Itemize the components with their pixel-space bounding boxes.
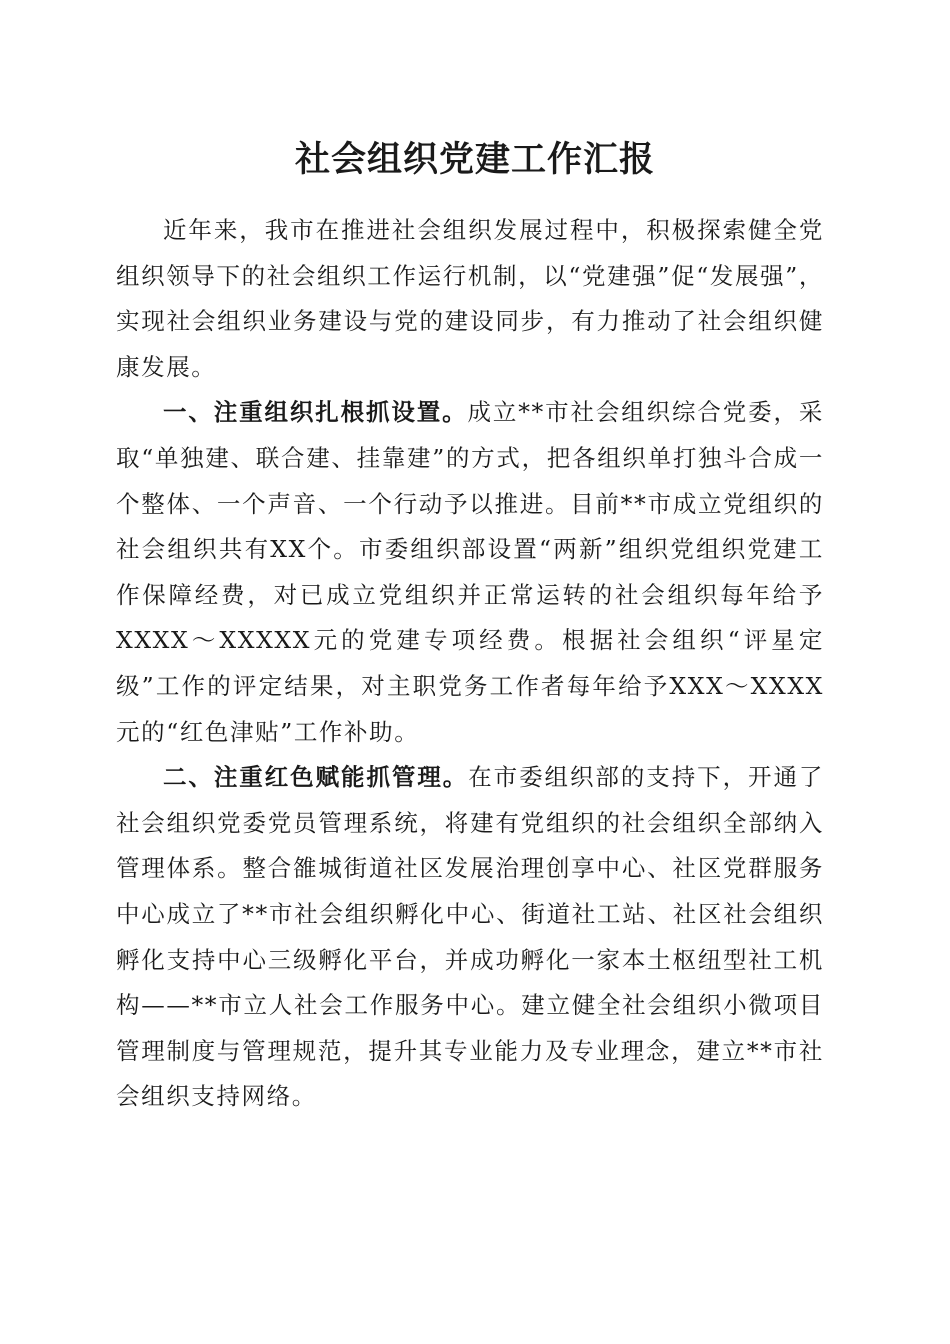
document-title: 社会组织党建工作汇报 — [294, 139, 655, 180]
section-1-text: 成立**市社会组织综合党委，采取“单独建、联合建、挂靠建”的方式，把各组织单打独斗合成一个整体、一个声音、一个行动予以推进。目前**市成立党组织的社会组织共有XX个。市委组织部设置“两新”组织党组织党建工作保障经费，对已成立党组织并正常运转的社会组织每年给予XXXX～XXXXX元的党建专项经费。根据社会组织“评星定级”工作的评定结果，对主职党务工作者每年给予XXX～XXXX元的“红色津贴”工作补助。 — [116, 398, 825, 746]
section-2-text: 在市委组织部的支持下，开通了社会组织党委党员管理系统，将建有党组织的社会组织全部纳入管理体系。整合雒城街道社区发展治理创享中心、社区党群服务中心成立了**市社会组织孵化中心、街道社工站、社区社会组织孵化支持中心三级孵化平台，并成功孵化一家本土枢纽型社工机构——**市立人社会工作服务中心。建立健全社会组织小微项目管理制度与管理规范，提升其专业能力及专业理念，建立**市社会组织支持网络。 — [116, 763, 824, 1111]
section-1-paragraph — [116, 390, 824, 755]
intro-paragraph-text: 近年来，我市在推进社会组织发展过程中，积极探索健全党组织领导下的社会组织工作运行机制，以“党建强”促“发展强”，实现社会组织业务建设与党的建设同步，有力推动了社会组织健康发展。 — [116, 216, 824, 381]
section-2-paragraph — [116, 755, 824, 1120]
document-body — [116, 208, 824, 1120]
section-2-heading: 二、注重红色赋能抓管理。 — [163, 763, 469, 792]
section-1-heading: 一、注重组织扎根抓设置。 — [163, 398, 468, 427]
intro-paragraph — [116, 208, 824, 390]
